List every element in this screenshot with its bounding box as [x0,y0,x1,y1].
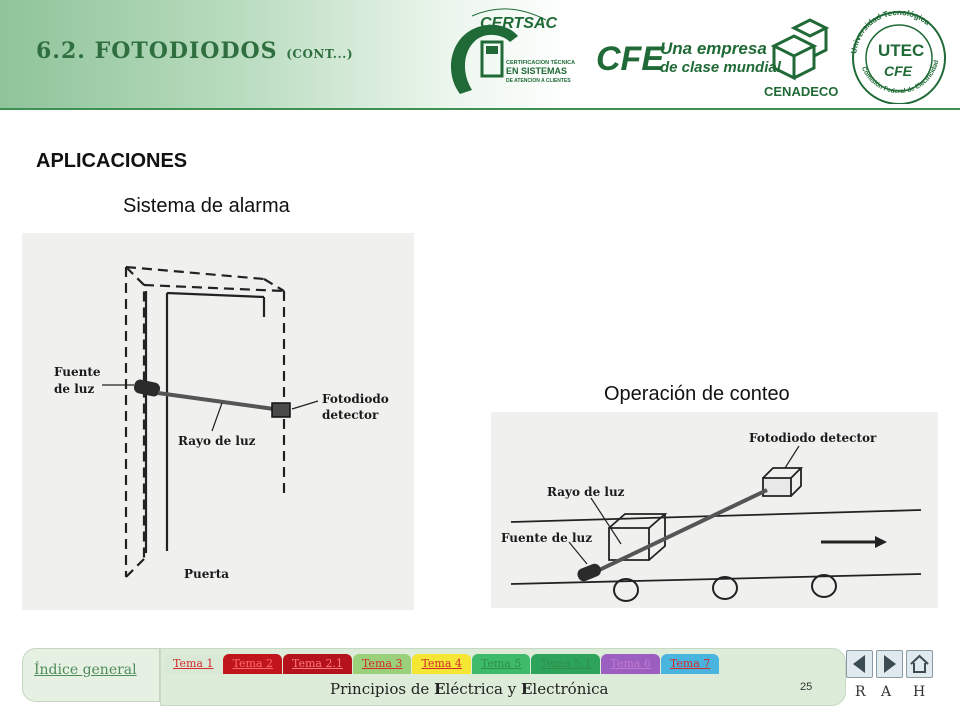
slide-title [36,38,353,64]
tab-tema-8[interactable]: Tema 6 [601,654,659,674]
label-rayo-de-luz: Rayo de luz [178,434,256,448]
course-title-initial-e2: E [520,680,533,698]
alarm-caption: Sistema de alarma [123,195,290,217]
nav-letter-r: R [855,684,866,700]
light-ray [158,393,274,409]
label-fotodiodo-detector: Fotodiodo detector [749,431,877,445]
next-slide-button[interactable] [876,650,903,678]
previous-slide-button[interactable] [846,650,873,678]
section-title: APLICACIONES [36,150,188,172]
course-title-initial-p: P [330,680,341,698]
home-button[interactable] [906,650,933,678]
slide-title-suffix: (CONT...) [286,47,353,61]
index-general-link[interactable]: Índice general [34,662,137,678]
utec-cfe: CFE [884,63,912,79]
cfe-tagline-2: de clase mundial [660,59,781,76]
photodiode-detector-count [763,468,801,496]
light-ray-count [595,490,767,572]
label-fuente: Fuente [54,365,101,379]
certsac-sub1: CERTIFICACION TÉCNICA [506,60,576,66]
tab-tema-7[interactable]: Tema 5.1 [531,654,600,674]
course-title [330,680,609,698]
direction-arrow [821,536,887,548]
course-title-part-2: léctrica y [445,680,521,698]
label-detector: detector [322,408,379,422]
utec-ring-bottom: Comisión Federal de Electricidad [859,59,941,96]
tab-tema-2[interactable]: Tema 2 [223,654,281,674]
photodiode-detector [272,403,290,417]
course-title-initial-e1: E [434,680,446,698]
tab-tema-3[interactable]: Tema 2.1 [283,654,352,674]
certsac-sub3: DE ATENCION A CLIENTES [506,78,571,84]
light-source-count [576,562,603,583]
label-rayo-de-luz-count: Rayo de luz [547,485,625,499]
cenadeco-logo [760,6,844,104]
cfe-tagline-1: Una empresa [660,39,767,58]
home-icon [907,651,932,677]
utec-wordmark: UTEC [878,41,925,60]
certsac-logo [438,6,578,104]
topic-tabs [164,654,720,674]
light-source [133,378,161,397]
cfe-logo [594,30,781,90]
counting-caption: Operación de conteo [604,383,790,405]
arrow-right-icon [877,651,902,677]
label-de-luz: de luz [54,382,95,396]
tab-tema-6[interactable]: Tema 5 [472,654,530,674]
alarm-system-figure [22,233,414,610]
counting-figure [491,412,938,608]
cfe-wordmark: CFE [596,40,664,78]
slide-title-main: 6.2. FOTODIODOS [36,38,278,64]
label-fotodiodo: Fotodiodo [322,392,389,406]
course-title-part-1: rincipios de [340,680,435,698]
label-fuente-de-luz: Fuente de luz [501,531,593,545]
certsac-sub2: EN SISTEMAS [506,66,568,76]
course-title-part-3: lectrónica [532,680,609,698]
tab-tema-4[interactable]: Tema 3 [353,654,411,674]
tab-tema-9[interactable]: Tema 7 [661,654,719,674]
nav-letter-a: A [881,684,892,700]
utec-logo [846,6,952,104]
arrow-left-icon [847,651,872,677]
nav-letter-h: H [913,684,926,700]
tab-tema-1[interactable]: Tema 1 [164,654,222,674]
tab-tema-5[interactable]: Tema 4 [412,654,470,674]
page-number: 25 [800,681,813,693]
header-divider [0,108,960,110]
certsac-wordmark: CERTSAC [480,15,558,32]
label-puerta: Puerta [184,567,230,581]
utec-ring-top: Universidad Tecnológica [849,7,932,55]
cenadeco-wordmark: CENADECO [764,84,839,99]
door-frame [126,267,284,577]
